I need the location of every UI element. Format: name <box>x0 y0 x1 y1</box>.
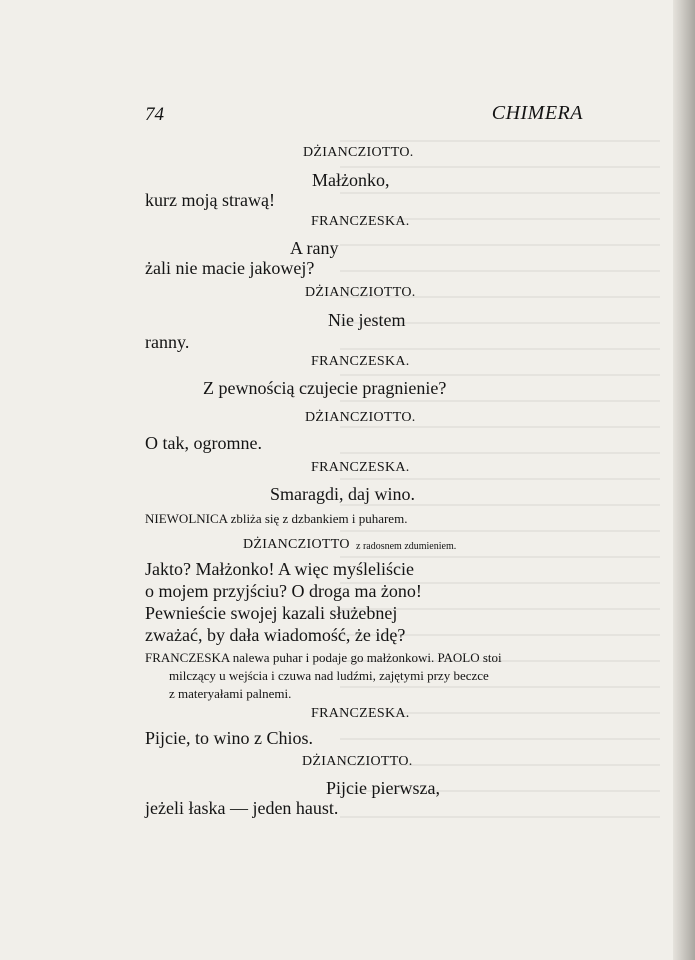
verse-line: żali nie macie jakowej? <box>145 258 315 278</box>
verse-line: jeżeli łaska — jeden haust. <box>145 798 339 818</box>
speaker-name: DŻIANCZIOTTO <box>243 537 350 552</box>
stage-direction: FRANCZESKA nalewa puhar i podaje go małżonkowi. PAOLO stoi <box>145 650 502 665</box>
verse-line: O tak, ogromne. <box>145 433 262 453</box>
verse-line: Pijcie pierwsza, <box>326 778 440 798</box>
speaker-name: FRANCZESKA. <box>311 460 410 475</box>
speaker-name: DŻIANCZIOTTO. <box>305 410 416 425</box>
running-title: CHIMERA <box>491 102 583 124</box>
speaker-name: FRANCZESKA. <box>311 706 410 721</box>
page-number: 74 <box>145 104 164 125</box>
verse-line: Małżonko, <box>312 170 390 190</box>
verse-line: Pewnieście swojej kazali służebnej <box>145 603 398 623</box>
verse-line: Nie jestem <box>328 310 406 330</box>
verse-line: Smaragdi, daj wino. <box>270 484 415 504</box>
stage-direction: NIEWOLNICA zbliża się z dzbankiem i puharem. <box>145 511 408 526</box>
verse-line: A rany <box>290 238 339 258</box>
page-edge <box>673 0 695 960</box>
speaker-name: DŻIANCZIOTTO. <box>303 145 414 160</box>
speaker-name: DŻIANCZIOTTO. <box>302 754 413 769</box>
verse-line: o mojem przyjściu? O droga ma żono! <box>145 581 422 601</box>
speaker-note: z radosnem zdumieniem. <box>356 541 457 552</box>
verse-line: Jakto? Małżonko! A więc myśleliście <box>145 559 414 579</box>
speaker-name: FRANCZESKA. <box>311 214 410 229</box>
verse-line: kurz moją strawą! <box>145 190 275 210</box>
speaker-name: FRANCZESKA. <box>311 354 410 369</box>
verse-line: ranny. <box>145 332 190 352</box>
speaker-name: DŻIANCZIOTTO. <box>305 285 416 300</box>
stage-direction: z materyałami palnemi. <box>169 686 292 701</box>
verse-line: Z pewnością czujecie pragnienie? <box>203 378 447 398</box>
verse-line: zważać, by dała wiadomość, że idę? <box>145 625 406 645</box>
stage-direction: milczący u wejścia i czuwa nad ludźmi, zajętymi przy beczce <box>169 668 489 683</box>
verse-line: Pijcie, to wino z Chios. <box>145 728 313 748</box>
